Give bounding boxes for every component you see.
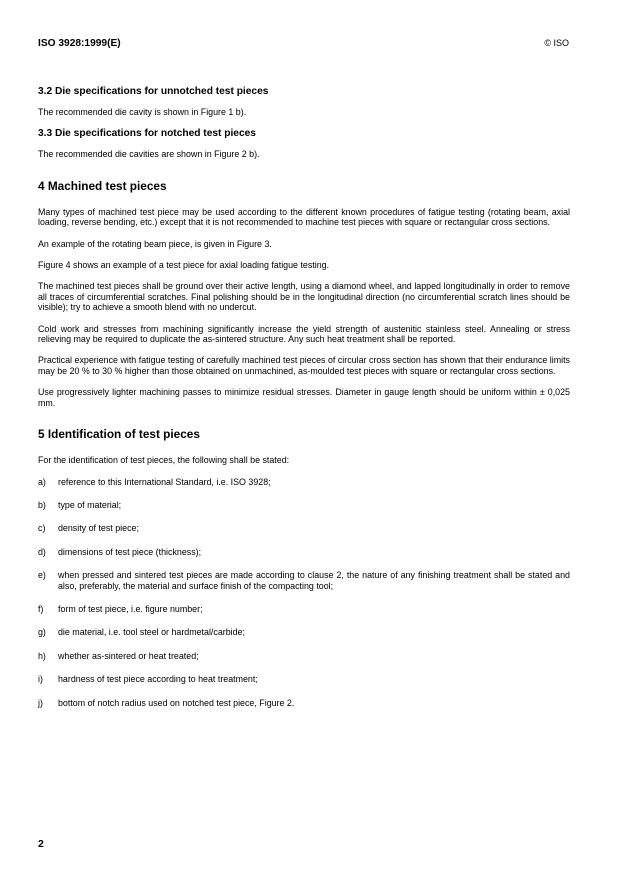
- list-item-text: density of test piece;: [58, 523, 139, 534]
- section-3-3-heading: 3.3 Die specifications for notched test pieces: [38, 128, 256, 140]
- header-copyright: © ISO: [544, 38, 569, 48]
- list-item: [38, 570, 570, 591]
- list-item: [38, 500, 570, 510]
- header-standard-id: ISO 3928:1999(E): [38, 38, 121, 49]
- list-item-text: whether as-sintered or heat treated;: [58, 650, 199, 661]
- list-item-text: bottom of notch radius used on notched test piece, Figure 2.: [58, 697, 295, 708]
- identification-list: [38, 477, 570, 708]
- section-3-3-text: The recommended die cavities are shown in Figure 2 b).: [38, 149, 260, 160]
- section-4-paragraph: An example of the rotating beam piece, is given in Figure 3.: [38, 238, 272, 249]
- list-marker: j): [38, 697, 43, 708]
- list-item: [38, 698, 570, 708]
- section-5-intro: For the identification of test pieces, the following shall be stated:: [38, 455, 290, 466]
- list-item: [38, 674, 570, 684]
- list-item: [38, 627, 570, 637]
- section-4-paragraph: Figure 4 shows an example of a test piece for axial loading fatigue testing.: [38, 260, 330, 271]
- list-marker: d): [38, 546, 46, 557]
- section-3-2-text: The recommended die cavity is shown in Figure 1 b).: [38, 107, 247, 117]
- list-marker: i): [38, 674, 43, 685]
- list-item-text: type of material;: [58, 499, 122, 510]
- section-3-2-heading: 3.2 Die specifications for unnotched test pieces: [38, 86, 269, 97]
- list-item: [38, 523, 570, 533]
- list-item-text: hardness of test piece according to heat treatment;: [58, 674, 258, 685]
- list-item-text: when pressed and sintered test pieces are made according to clause 2, the nature of any finishing treatment shall be stated and also, preferably, the material and surface finish of the compacting tool;: [58, 570, 570, 591]
- list-marker: c): [38, 523, 46, 534]
- list-item-text: dimensions of test piece (thickness);: [58, 546, 202, 557]
- list-marker: g): [38, 627, 46, 638]
- section-5-heading: 5 Identification of test pieces: [38, 427, 200, 442]
- list-item: [38, 477, 570, 487]
- page-content: [38, 86, 570, 721]
- section-4-paragraph: Cold work and stresses from machining significantly increase the yield strength of austenitic stainless steel. Annealing or stress relieving may be required to duplicate the as-sintered structure. Any such heat treatment shall be reported.: [38, 323, 570, 345]
- section-4-paragraph: The machined test pieces shall be ground over their active length, using a diamond wheel, and lapped longitudinally in order to remove all traces of circumferential scratches. Final polishing should be in the longitudinal direction (no circumferential scratch lines should be visible); try to achieve a smooth blend with no undercut.: [38, 281, 570, 313]
- list-marker: a): [38, 476, 46, 487]
- list-item: [38, 651, 570, 661]
- page-number: 2: [38, 838, 44, 850]
- list-item: [38, 547, 570, 557]
- section-4-paragraph: Many types of machined test piece may be used according to the different known procedures of fatigue testing (rotating beam, axial loading, reverse bending, etc.) except that it is not recommended to machine test pieces with square or rectangular cross sections.: [38, 206, 570, 228]
- section-4-paragraph: Use progressively lighter machining passes to minimize residual stresses. Diameter in gauge length should be uniform within ± 0,025 mm.: [38, 387, 570, 408]
- list-marker: f): [38, 603, 44, 614]
- list-item-text: reference to this International Standard, i.e. ISO 3928;: [58, 476, 271, 487]
- list-marker: e): [38, 570, 46, 581]
- list-item-text: die material, i.e. tool steel or hardmetal/carbide;: [58, 627, 245, 638]
- section-4-paragraph: Practical experience with fatigue testing of carefully machined test pieces of circular cross section has shown that their endurance limits may be 20 % to 30 % higher than those obtained on unmachined, as-moulded test pieces with square or rectangular cross sections.: [38, 355, 570, 376]
- list-item: [38, 604, 570, 614]
- section-4-heading: 4 Machined test pieces: [38, 178, 167, 193]
- list-marker: b): [38, 499, 46, 510]
- list-marker: h): [38, 650, 46, 661]
- list-item-text: form of test piece, i.e. figure number;: [58, 603, 203, 614]
